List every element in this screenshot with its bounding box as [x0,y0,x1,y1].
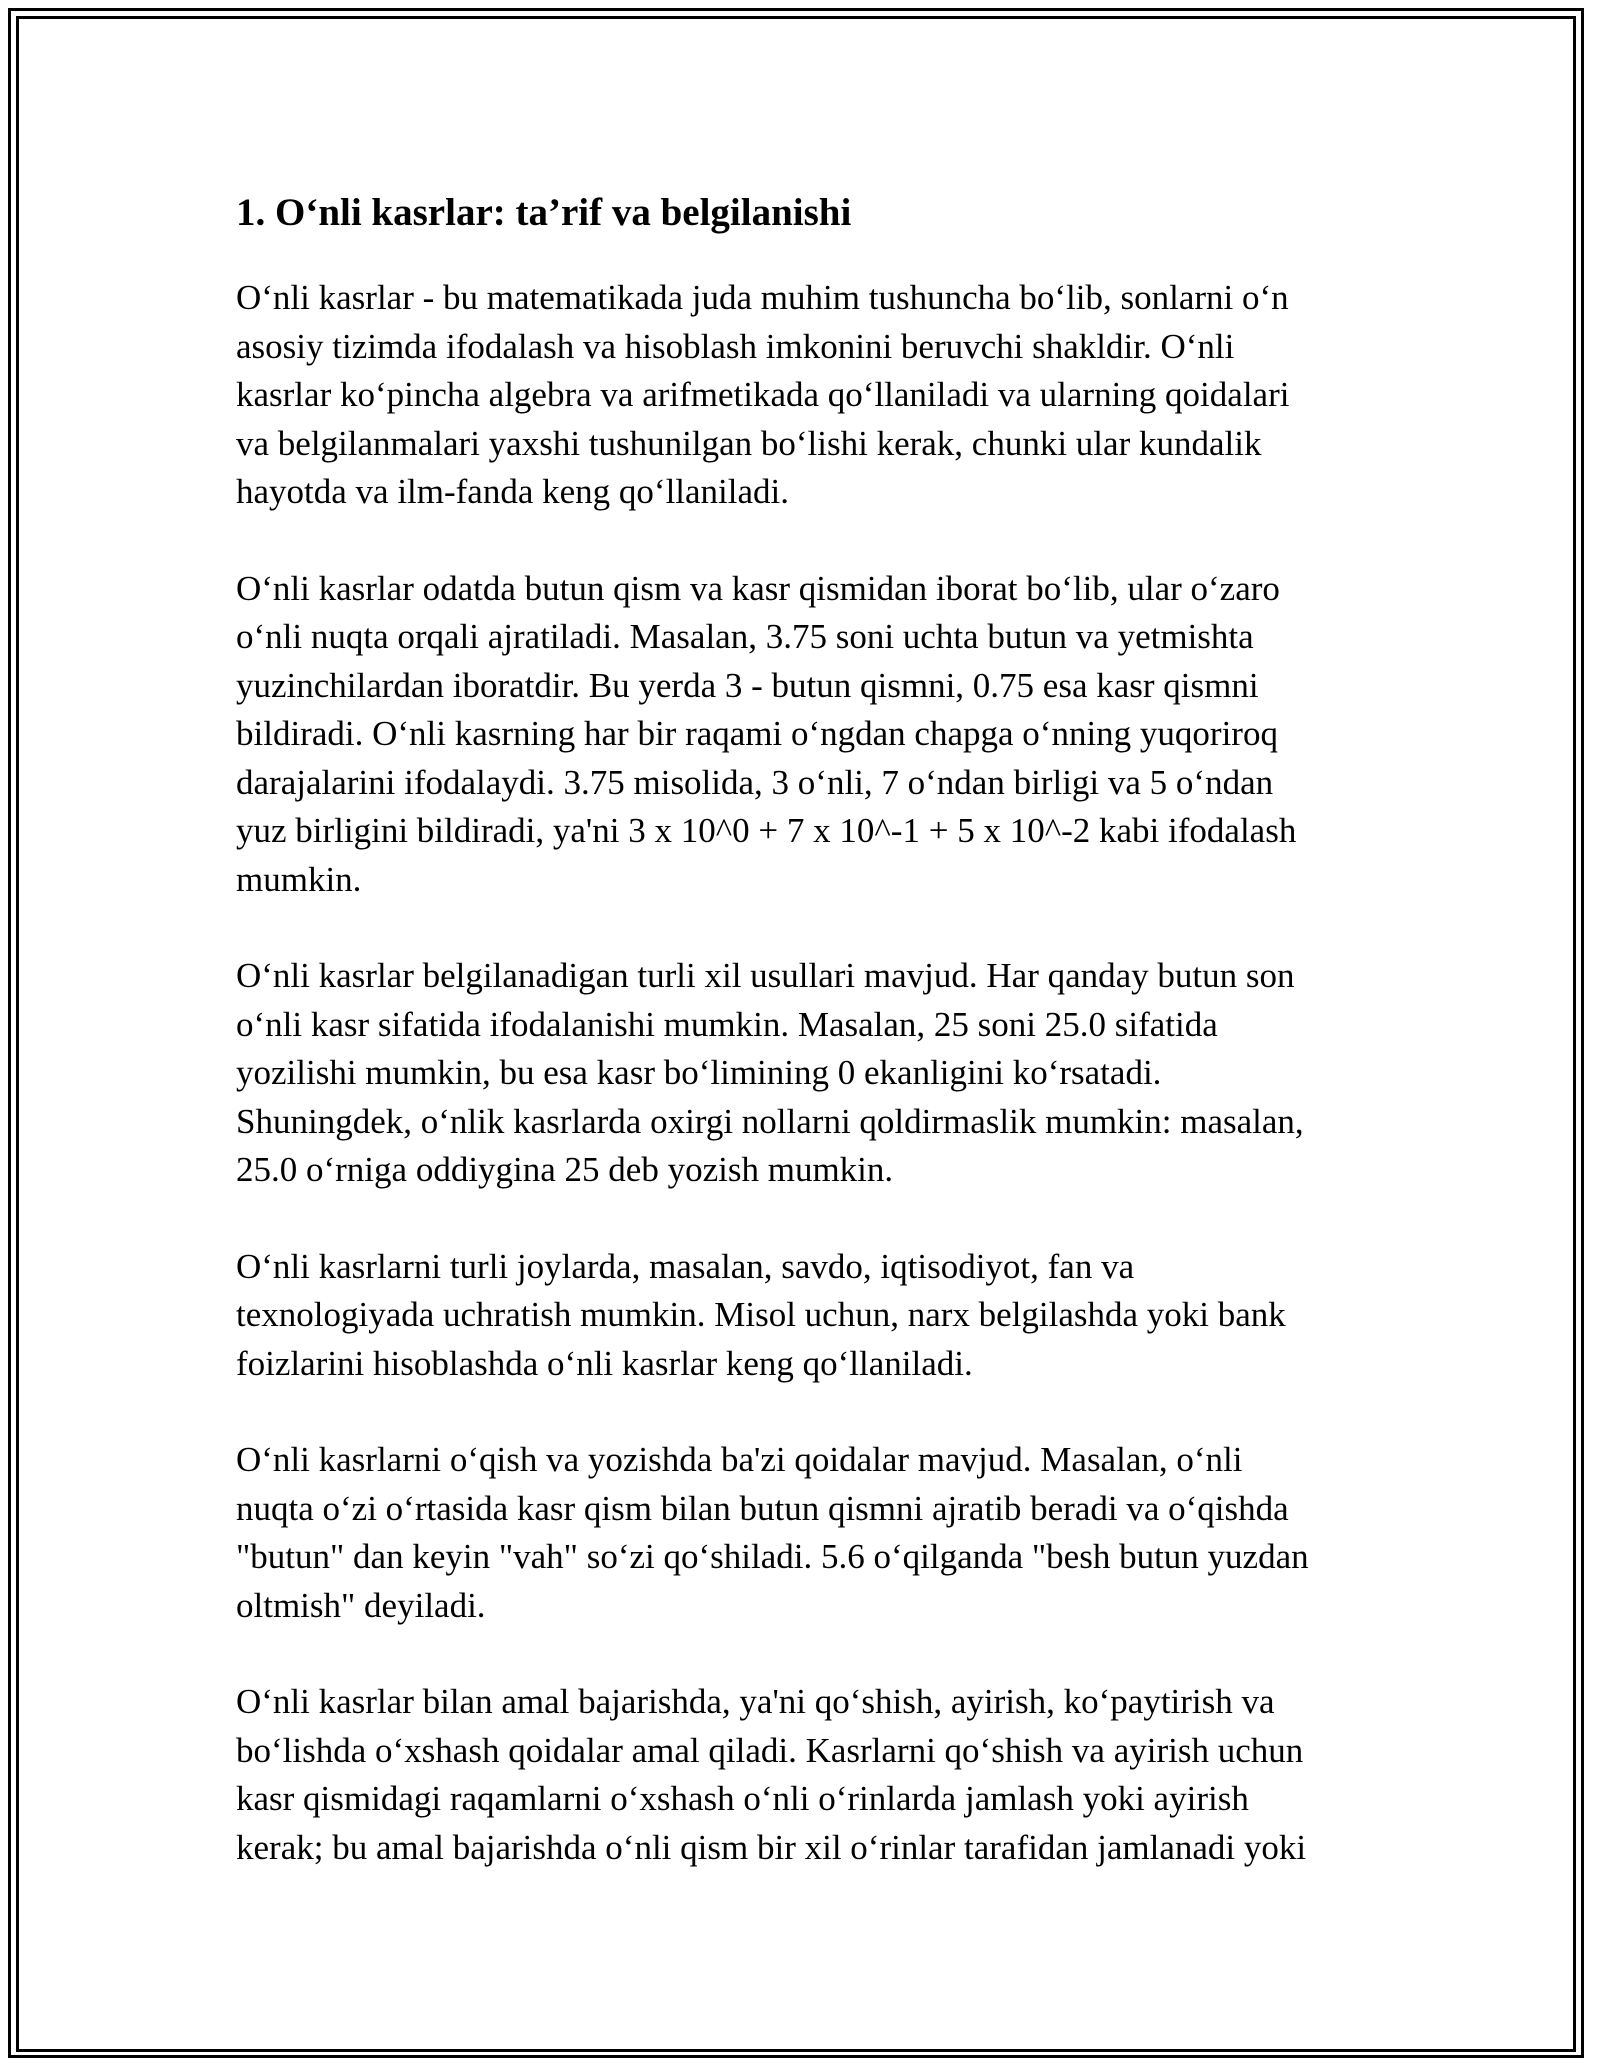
paragraph-line: O‘nli kasrlar bilan amal bajarishda, ya'ni qo‘shish, ayirish, ko‘paytirish va [236,1682,1275,1721]
paragraph-line: oltmish" deyiladi. [236,1585,486,1625]
paragraph-line: kerak; bu amal bajarishda o‘nli qism bir xil o‘rinlar tarafidan jamlanadi yoki [236,1827,1307,1867]
paragraph-line: O‘nli kasrlar - bu matematikada juda muhim tushuncha bo‘lib, sonlarni o‘n [236,278,1289,317]
paragraph-line: asosiy tizimda ifodalash va hisoblash imkonini beruvchi shakldir. O‘nli [236,326,1235,366]
paragraph-line: O‘nli kasrlar belgilanadigan turli xil usullari mavjud. Har qanday butun son [236,956,1295,995]
paragraph-line: yuzinchilardan iboratdir. Bu yerda 3 - butun qismni, 0.75 esa kasr qismni [236,665,1259,705]
paragraph-line: "butun" dan keyin "vah" so‘zi qo‘shiladi. 5.6 o‘qilganda "besh butun yuzdan [236,1537,1309,1576]
document-body [236,186,1366,1920]
paragraph-line: kasr qismidagi raqamlarni o‘xshash o‘nli o‘rinlarda jamlash yoki ayirish [236,1779,1249,1818]
paragraph-line: bildiradi. O‘nli kasrning har bir raqami o‘ngdan chapga o‘nning yuqoriroq [236,714,1278,753]
paragraph-list [236,274,1366,1872]
paragraph-line: foizlarini hisoblashda o‘nli kasrlar keng qo‘llaniladi. [236,1343,973,1383]
paragraph-3 [236,952,1366,1195]
paragraph-line: mumkin. [236,859,362,899]
paragraph-line: O‘nli kasrlarni turli joylarda, masalan, savdo, iqtisodiyot, fan va [236,1246,1135,1286]
paragraph-line: texnologiyada uchratish mumkin. Misol uchun, narx belgilashda yoki bank [236,1295,1286,1334]
paragraph-line: darajalarini ifodalaydi. 3.75 misolida, 3 o‘nli, 7 o‘ndan birligi va 5 o‘ndan [236,762,1274,802]
paragraph-line: O‘nli kasrlar odatda butun qism va kasr qismidan iborat bo‘lib, ular o‘zaro [236,568,1280,608]
paragraph-line: va belgilanmalari yaxshi tushunilgan bo‘lishi kerak, chunki ular kundalik [236,423,1262,463]
paragraph-line: bo‘lishda o‘xshash qoidalar amal qiladi. Kasrlarni qo‘shish va ayirish uchun [236,1730,1304,1770]
paragraph-1 [236,274,1366,517]
section-heading: 1. O‘nli kasrlar: ta’rif va belgilanishi [236,191,852,234]
paragraph-line: nuqta o‘zi o‘rtasida kasr qism bilan butun qismni ajratib beradi va o‘qishda [236,1488,1289,1528]
paragraph-5 [236,1436,1366,1630]
paragraph-2 [236,565,1366,905]
paragraph-line: yozilishi mumkin, bu esa kasr bo‘limining 0 ekanligini ko‘rsatadi. [236,1053,1162,1092]
paragraph-line: Shuningdek, o‘nlik kasrlarda oxirgi nollarni qoldirmaslik mumkin: masalan, [236,1101,1304,1141]
paragraph-line: o‘nli kasr sifatida ifodalanishi mumkin. Masalan, 25 soni 25.0 sifatida [236,1004,1218,1044]
paragraph-4 [236,1243,1366,1389]
paragraph-line: yuz birligini bildiradi, ya'ni 3 x 10^0 + 7 x 10^-1 + 5 x 10^-2 kabi ifodalash [236,811,1297,850]
paragraph-6 [236,1678,1366,1872]
paragraph-line: O‘nli kasrlarni o‘qish va yozishda ba'zi qoidalar mavjud. Masalan, o‘nli [236,1440,1243,1479]
paragraph-line: kasrlar ko‘pincha algebra va arifmetikada qo‘llaniladi va ularning qoidalari [236,375,1290,414]
paragraph-line: 25.0 o‘rniga oddiygina 25 deb yozish mumkin. [236,1150,894,1189]
paragraph-line: o‘nli nuqta orqali ajratiladi. Masalan, 3.75 soni uchta butun va yetmishta [236,617,1254,656]
paragraph-line: hayotda va ilm-fanda keng qo‘llaniladi. [236,472,790,511]
